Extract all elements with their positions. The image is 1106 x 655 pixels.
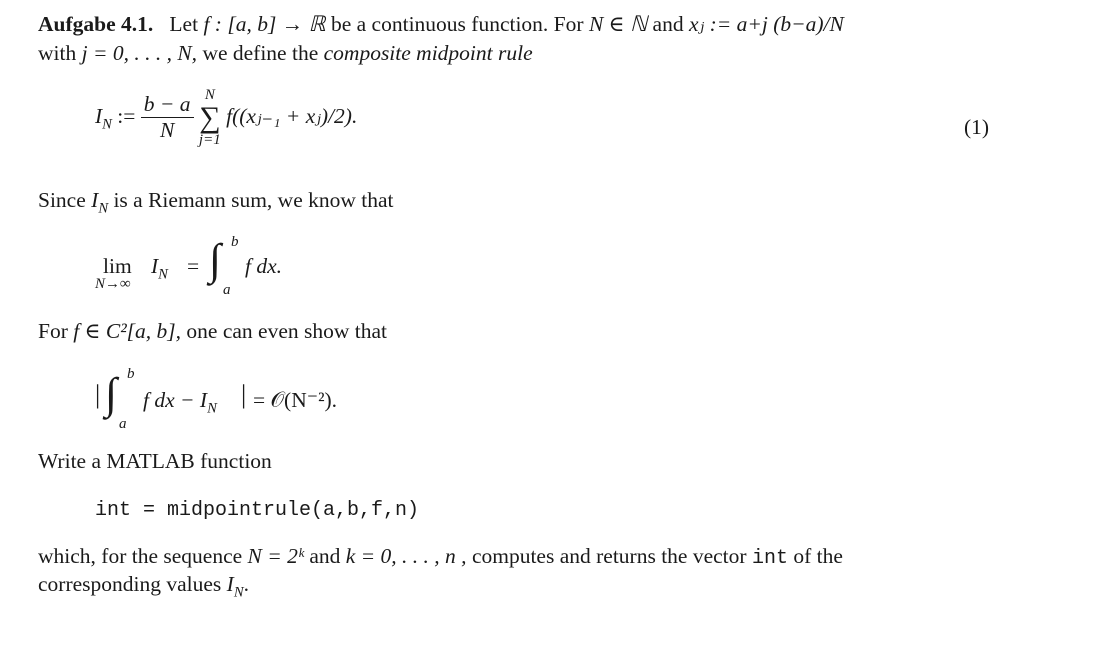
- int-variable: int: [751, 547, 788, 570]
- xj-definition: xⱼ := a+j (b−a)/N: [688, 12, 844, 36]
- task-title: Aufgabe 4.1.: [38, 12, 154, 36]
- eq1-lhs: $I_N$: [95, 103, 112, 133]
- in-values: $I_N$: [226, 572, 244, 601]
- eq1-sum: [199, 88, 221, 148]
- c2-paragraph: For f ∈ C²[a, b], one can even show that: [38, 319, 388, 343]
- function-declaration: f : [a, b] → ℝ: [203, 12, 326, 36]
- integral-upper-limit: b: [231, 234, 239, 250]
- lim-operator: lim: [103, 254, 132, 278]
- lim-integrand: f dx.: [245, 254, 283, 278]
- eq1-assign: :=: [117, 103, 136, 128]
- integral-lower-limit: a: [223, 282, 231, 298]
- and-text: and: [652, 12, 684, 36]
- error-integrand: f dx − $I_N$: [143, 388, 217, 417]
- define-text: we define the: [202, 41, 319, 65]
- sequence-paragraph-line1: which, for the sequence N = 2ᵏ and k = 0, . . . , n , computes and returns the vector int of the: [38, 544, 843, 570]
- sum-upper-limit: N: [204, 87, 215, 103]
- matlab-intro: Write a MATLAB function: [38, 449, 272, 473]
- sum-symbol: ∑: [199, 101, 221, 134]
- equation-1: [95, 88, 357, 148]
- integral-sign: ∫: [209, 235, 222, 284]
- error-integral-sign: ∫: [105, 369, 118, 418]
- k-range: k = 0, . . . , n ,: [345, 544, 467, 568]
- sum-lower-limit: j=1: [198, 132, 221, 148]
- continuity-text: be a continuous function. For: [330, 12, 584, 36]
- eq1-numerator: b − a: [141, 92, 194, 118]
- with-text: with: [38, 41, 77, 65]
- lim-equals: =: [187, 254, 200, 278]
- error-order: = 𝒪(N⁻²).: [253, 388, 338, 412]
- equation-number: (1): [964, 115, 990, 139]
- riemann-paragraph: Since $I_N$ is a Riemann sum, we know that: [38, 188, 394, 217]
- c2-condition: f ∈ C²[a, b],: [73, 319, 182, 343]
- term-emphasis: composite midpoint rule: [323, 41, 533, 65]
- error-integral-upper: b: [127, 366, 135, 382]
- eq1-body: f((xⱼ₋₁ + xⱼ)/2).: [226, 103, 358, 128]
- n-power-sequence: N = 2ᵏ: [247, 544, 304, 568]
- j-range: j = 0, . . . , N,: [81, 41, 198, 65]
- error-equation: [95, 366, 395, 432]
- intro-text: Let: [169, 12, 199, 36]
- in-symbol: $I_N$: [91, 188, 109, 217]
- task-heading-line1: [38, 12, 844, 37]
- lim-subscript: N→∞: [95, 276, 131, 292]
- eq1-fraction: [141, 92, 194, 144]
- sequence-paragraph-line2: corresponding values $I_N$.: [38, 572, 249, 601]
- eq1-denominator: N: [159, 117, 175, 142]
- abs-bar-right: |: [241, 380, 247, 409]
- task-heading-line2: [38, 41, 533, 66]
- function-signature: int = midpointrule(a,b,f,n): [95, 499, 420, 522]
- abs-bar-left: |: [95, 380, 101, 409]
- lim-lhs: $I_N$: [151, 254, 168, 283]
- error-integral-lower: a: [119, 416, 127, 432]
- n-in-naturals: N ∈ ℕ: [588, 12, 648, 36]
- limit-equation: [95, 236, 355, 296]
